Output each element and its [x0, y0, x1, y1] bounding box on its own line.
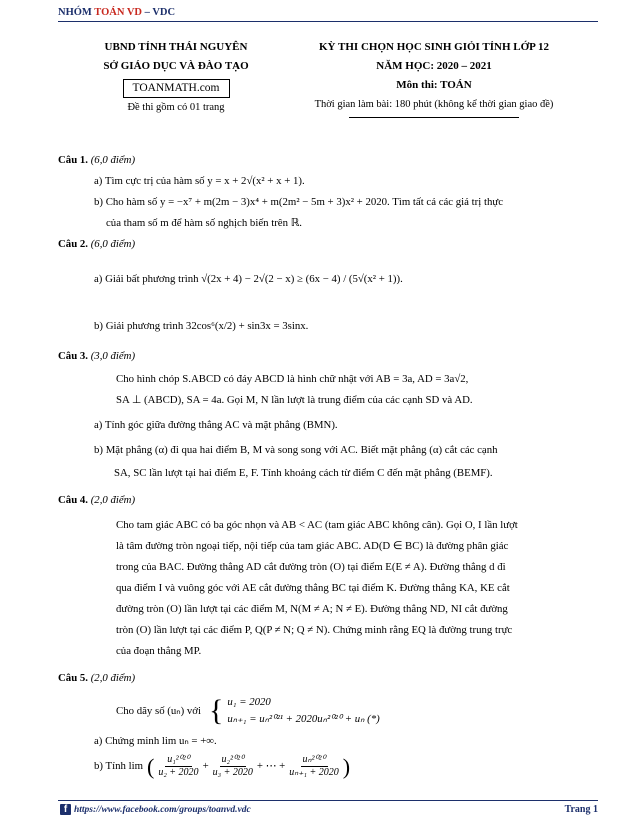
question-4 [58, 490, 598, 662]
brand-part2: TOÁN VD [94, 7, 143, 18]
ellipsis-sum: + ⋯ + [256, 760, 286, 772]
fraction-1-den: u₂ + 2020 [158, 767, 199, 778]
question-4-line2: là tâm đường tròn ngoại tiếp, nội tiếp của tam giác ABC. AD(D ∈ BC) là đường phân giác [116, 540, 509, 552]
question-2-part-a: a) Giải bất phương trình √(2x + 4) − 2√(2 − x) ≥ (6x − 4) / (5√(x² + 1)). [94, 273, 403, 285]
brand-part3: – VDC [142, 7, 176, 18]
question-1-points: (6,0 điểm) [90, 154, 136, 166]
question-4-title: Câu 4. (2,0 điểm) [58, 494, 136, 506]
exam-title: KỲ THI CHỌN HỌC SINH GIỎI TỈNH LỚP 12 [318, 41, 550, 53]
question-3-title: Câu 3. (3,0 điểm) [58, 350, 136, 362]
site-box: TOANMATH.com [123, 79, 230, 98]
department-line: SỞ GIÁO DỤC VÀ ĐÀO TẠO [103, 60, 249, 72]
question-1-part-b-line1: b) Cho hàm số y = −x⁷ + m(2m − 3)x⁴ + m(2m² − 5m + 3)x² + 2020. Tìm tất cả các giá trị thực [94, 196, 504, 208]
question-1 [58, 150, 598, 234]
question-4-line5: đường tròn (O) lần lượt tại các điểm M, N(M ≠ A; N ≠ E). Đường thẳng ND, NI cắt đường [116, 603, 508, 615]
sequence-definition [58, 693, 598, 729]
footer-link[interactable] [60, 804, 251, 815]
question-5-title: Câu 5. (2,0 điểm) [58, 672, 136, 684]
question-3-part-a: a) Tính góc giữa đường thẳng AC và mặt phẳng (BMN). [94, 419, 338, 431]
question-1-title: Câu 1. (6,0 điểm) [58, 154, 136, 166]
question-3-part-b-line2: SA, SC lần lượt tại hai điểm E, F. Tính khoảng cách từ điểm C đến mặt phẳng (BEMF). [114, 467, 493, 479]
sequence-intro: Cho dãy số (uₙ) với [116, 704, 201, 717]
school-year: NĂM HỌC: 2020 – 2021 [376, 60, 492, 72]
page-count-note: Đề thi gồm có 01 trang [127, 102, 225, 113]
question-5 [58, 668, 598, 779]
top-divider [58, 21, 598, 22]
header-right [282, 38, 586, 118]
fraction-2-den: u₃ + 2020 [212, 767, 253, 778]
fraction-1 [158, 754, 198, 779]
brand-banner [58, 7, 175, 18]
fraction-1-num: u₁²⁰²⁰ [167, 754, 190, 765]
page-number: Trang 1 [564, 804, 598, 815]
question-3-intro-line1: Cho hình chóp S.ABCD có đáy ABCD là hình chữ nhật với AB = 3a, AD = 3a√2, [116, 373, 469, 385]
fraction-3-num: uₙ²⁰²⁰ [302, 754, 326, 765]
question-3-points: (3,0 điểm) [90, 350, 136, 362]
question-1-part-b-line2: của tham số m để hàm số nghịch biến trên ℝ. [106, 217, 302, 229]
paren-close: ) [342, 753, 351, 779]
question-4-line4: qua điểm I và vuông góc với AE cắt đường thẳng BC tại điểm K. Đường thẳng KA, KE cắt [116, 582, 510, 594]
facebook-icon: f [60, 804, 71, 815]
paren-open: ( [147, 753, 155, 779]
question-4-line6: tròn (O) lần lượt tại các điểm P, Q(P ≠ N; Q ≠ N). Chứng minh rằng EQ là đường trung trực [116, 624, 513, 636]
brand-part1: NHÓM [58, 7, 95, 18]
question-3 [58, 346, 598, 484]
sequence-initial: u₁ = 2020 [227, 696, 271, 708]
question-5-part-b [58, 754, 598, 779]
question-2-points: (6,0 điểm) [90, 238, 136, 250]
question-4-line1: Cho tam giác ABC có ba góc nhọn và AB < AC (tam giác ABC không cân). Gọi O, I lần lượt [116, 519, 518, 531]
fraction-3 [289, 754, 339, 779]
question-2-part-b: b) Giải phương trình 32cos⁶(x/2) + sin3x = 3sinx. [94, 320, 309, 332]
question-4-points: (2,0 điểm) [90, 494, 136, 506]
question-1-part-a: a) Tìm cực trị của hàm số y = x + 2√(x² + x + 1). [94, 175, 305, 187]
limit-prefix: b) Tính lim [94, 760, 143, 772]
fraction-2-num: u₂²⁰²⁰ [221, 754, 245, 765]
header-rule [349, 117, 519, 118]
plus: + [202, 760, 209, 772]
question-3-intro-line2: SA ⊥ (ABCD), SA = 4a. Gọi M, N lần lượt là trung điểm của các cạnh SD và AD. [116, 394, 473, 406]
footer-url[interactable]: https://www.facebook.com/groups/toanvd.vdc [74, 804, 251, 815]
fraction-2 [213, 754, 253, 779]
brace: { [208, 694, 224, 727]
question-2 [58, 234, 598, 337]
time-limit: Thời gian làm bài: 180 phút (không kể thời gian giao đề) [314, 99, 554, 110]
header-left [58, 38, 294, 118]
subject: Môn thi: TOÁN [396, 79, 472, 91]
question-4-line7: của đoạn thẳng MP. [116, 645, 202, 657]
sequence-system [227, 694, 379, 728]
question-5-points: (2,0 điểm) [90, 672, 136, 684]
question-5-part-a: a) Chứng minh lim uₙ = +∞. [94, 735, 217, 747]
question-2-title: Câu 2. (6,0 điểm) [58, 238, 136, 250]
authority-line: UBND TỈNH THÁI NGUYÊN [104, 41, 248, 53]
question-4-line3: trong của BAC. Đường thẳng AD cắt đường tròn (O) tại điểm E(E ≠ A). Đường thẳng d đi [116, 561, 506, 573]
sequence-recurrence: uₙ₊₁ = uₙ²⁰²¹ + 2020uₙ²⁰²⁰ + uₙ (*) [227, 713, 380, 725]
footer-divider [58, 800, 598, 801]
fraction-3-den: uₙ₊₁ + 2020 [289, 767, 339, 778]
question-3-part-b-line1: b) Mặt phẳng (α) đi qua hai điểm B, M và song song với AC. Biết mặt phẳng (α) cắt các cạnh [94, 444, 498, 456]
